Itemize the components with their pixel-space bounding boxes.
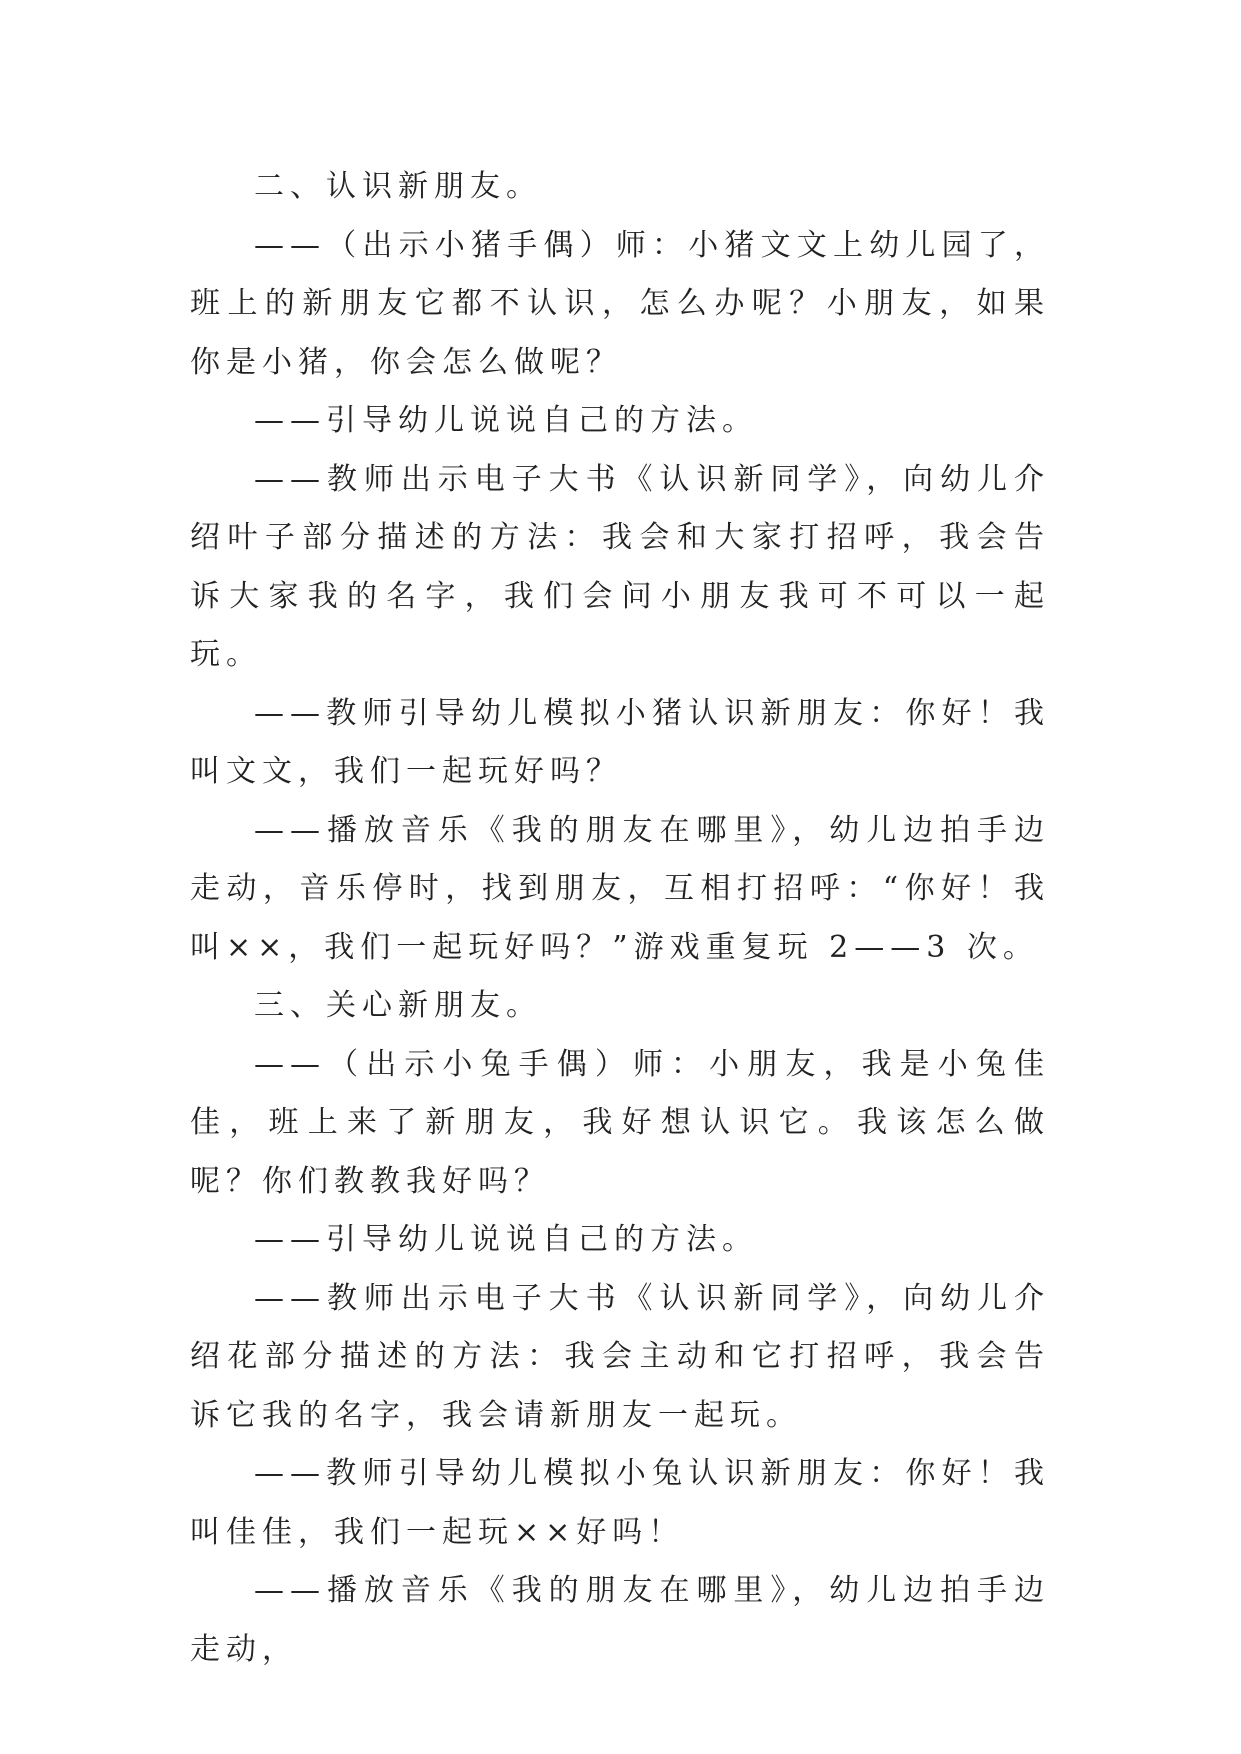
paragraph-ebook-leaf-section: ——教师出示电子大书《认识新同学》，向幼儿介绍叶子部分描述的方法：我会和大家打招呼，我会告诉大家我的名字，我们会问小朋友我可不可以一起玩。 <box>190 461 1050 672</box>
paragraph-pig-puppet-intro: ——（出示小猪手偶）师：小猪文文上幼儿园了，班上的新朋友它都不认识，怎么办呢？小朋友，如果你是小猪，你会怎么做呢？ <box>190 227 1050 380</box>
paragraph-pig-roleplay: ——教师引导幼儿模拟小猪认识新朋友：你好！我叫文文，我们一起玩好吗？ <box>190 695 1050 789</box>
paragraph-music-game-2: ——播放音乐《我的朋友在哪里》，幼儿边拍手边走动， <box>190 1573 1050 1667</box>
document-body <box>190 158 1050 1679</box>
section-heading-meet-new-friends: 二、认识新朋友。 <box>254 169 542 204</box>
section-heading-care-new-friends: 三、关心新朋友。 <box>254 988 542 1023</box>
paragraph-ebook-flower-section: ——教师出示电子大书《认识新同学》，向幼儿介绍花部分描述的方法：我会主动和它打招呼，我会告诉它我的名字，我会请新朋友一起玩。 <box>190 1280 1050 1433</box>
paragraph-music-game-1: ——播放音乐《我的朋友在哪里》，幼儿边拍手边走动，音乐停时，找到朋友，互相打招呼：“你好！我叫××，我们一起玩好吗？”游戏重复玩 2——3 次。 <box>190 812 1050 965</box>
paragraph-guide-methods-2: ——引导幼儿说说自己的方法。 <box>254 1222 758 1257</box>
paragraph-rabbit-puppet-intro: ——（出示小兔手偶）师：小朋友，我是小兔佳佳，班上来了新朋友，我好想认识它。我该怎么做呢？你们教教我好吗？ <box>190 1046 1050 1199</box>
paragraph-rabbit-roleplay: ——教师引导幼儿模拟小兔认识新朋友：你好！我叫佳佳，我们一起玩××好吗！ <box>190 1456 1050 1550</box>
paragraph-guide-methods-1: ——引导幼儿说说自己的方法。 <box>254 403 758 438</box>
